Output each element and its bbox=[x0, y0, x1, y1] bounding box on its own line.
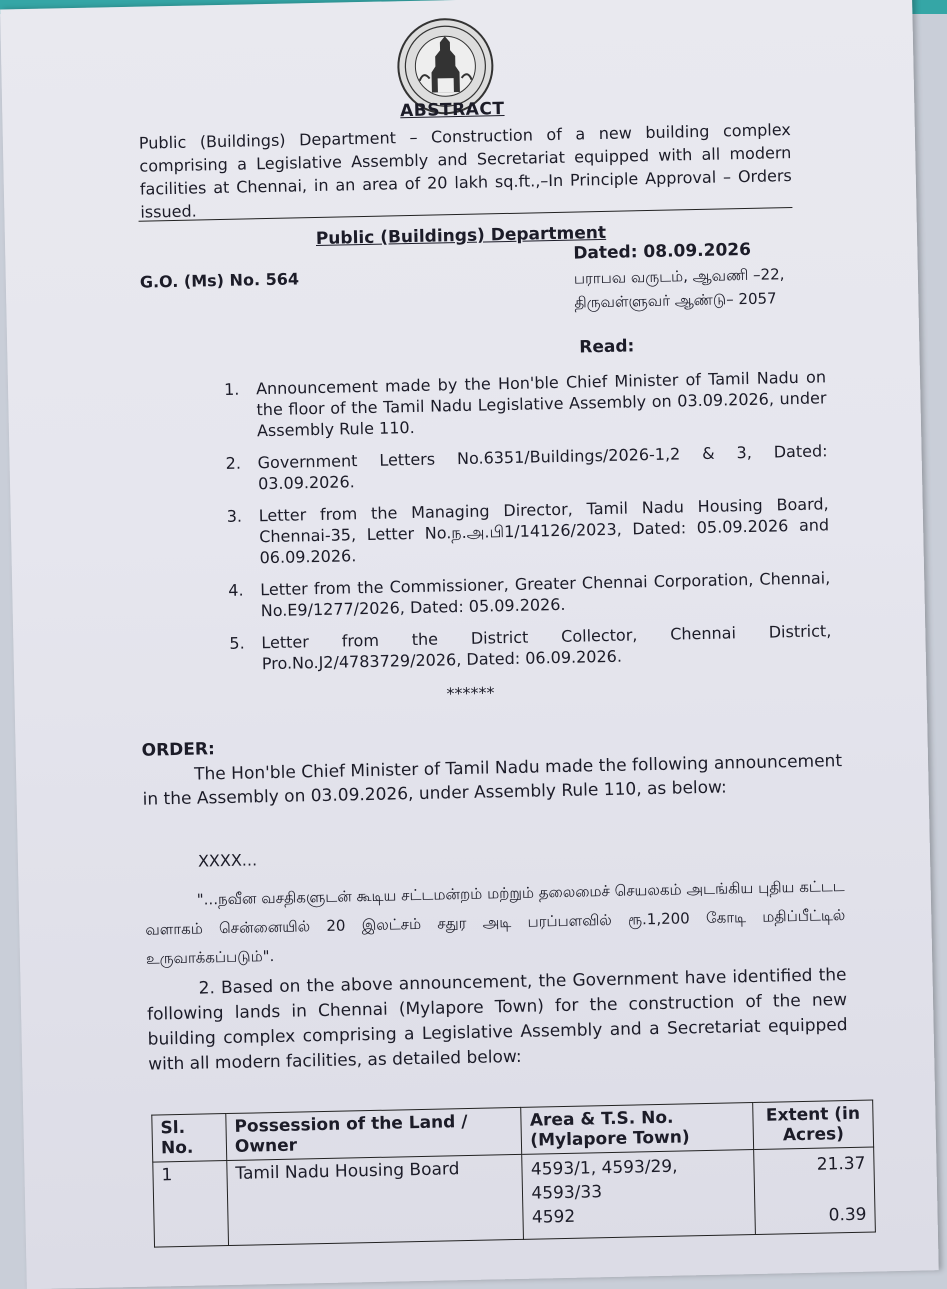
cell-area bbox=[522, 1150, 755, 1240]
dated-line: Dated: 08.09.2026 bbox=[573, 239, 752, 264]
tamil-quote: "...நவீன வசதிகளுடன் கூடிய சட்டமன்றம் மற்றும் தலைமைச் செயலகம் அடங்கிய புதிய கட்டட வளாகம் சென்னையில் 20 இலட்சம் சதுர அடி பரப்பளவில் ரூ.1,200 கோடி மதிப்பீட்டில் உருவாக்கப்படும்". bbox=[145, 877, 846, 968]
omission-marker: XXXX... bbox=[197, 850, 258, 871]
reference-number: 1. bbox=[223, 379, 240, 399]
order-paragraph-1: The Hon'ble Chief Minister of Tamil Nadu made the following announcement in the Assembly on 03.09.2026, under Assembly Rule 110, as below: bbox=[142, 751, 843, 810]
read-heading: Read: bbox=[579, 336, 635, 358]
reference-item bbox=[228, 567, 831, 622]
cell-owner: Tamil Nadu Housing Board bbox=[227, 1154, 524, 1245]
area-line: 4593/33 bbox=[531, 1182, 603, 1204]
tamil-date-line1: பராபவ வருடம், ஆவணி –22, bbox=[573, 265, 785, 288]
order-paragraph-2: 2. Based on the above announcement, the Government have identified the following lands in Chennai (Mylapore Town) for the construction of the new building complex comprising a Legislative Assembly and a Secretariat equipped with all modern facilities, as detailed below: bbox=[146, 965, 848, 1075]
order-heading: ORDER: bbox=[141, 739, 216, 761]
abstract-body: Public (Buildings) Department – Construction of a new building complex comprising a Legislative Assembly and Secretariat equipped with all modern facilities at Chennai, in an area of 20 lakh sq.ft.,–In Principle Approval – Orders issued. bbox=[138, 120, 792, 222]
reference-number: 4. bbox=[228, 580, 244, 600]
department-heading: Public (Buildings) Department bbox=[315, 222, 607, 249]
tamil-date-line2: திருவள்ளுவர் ஆண்டு– 2057 bbox=[574, 289, 777, 312]
header-owner: Possession of the Land / Owner bbox=[226, 1107, 522, 1160]
extent-value: 21.37 bbox=[816, 1153, 866, 1175]
reference-number: 3. bbox=[226, 506, 243, 526]
reference-number: 2. bbox=[225, 453, 242, 473]
abstract-heading: ABSTRACT bbox=[399, 99, 505, 122]
reference-item bbox=[227, 493, 830, 569]
reference-text: Letter from the Managing Director, Tamil Nadu Housing Board, Chennai-35, Letter No.ந.அ.பி1/14126/2023, Dated: 05.09.2026 and 06.09.2026. bbox=[258, 494, 830, 568]
reference-text: Announcement made by the Hon'ble Chief Minister of Tamil Nadu on the floor of the Tamil Nadu Legislative Assembly on 03.09.2026, under Assembly Rule 110. bbox=[255, 367, 827, 441]
land-details-table bbox=[151, 1100, 876, 1248]
cell-sl-no: 1 bbox=[153, 1161, 229, 1248]
area-line: 4592 bbox=[531, 1206, 576, 1228]
header-area: Area & T.S. No. (Mylapore Town) bbox=[521, 1103, 754, 1155]
area-line: 4593/1, 4593/29, bbox=[530, 1156, 678, 1180]
reference-text: Government Letters No.6351/Buildings/2026-1,2 & 3, Dated: 03.09.2026. bbox=[257, 441, 828, 494]
cell-extent bbox=[754, 1147, 876, 1234]
table-row bbox=[153, 1147, 876, 1247]
header-extent: Extent (in Acres) bbox=[753, 1100, 874, 1150]
reference-text: Letter from the Commissioner, Greater Chennai Corporation, Chennai, No.E9/1277/2026, Dated: 05.09.2026. bbox=[260, 568, 831, 621]
reference-list bbox=[224, 366, 832, 686]
extent-value: 0.39 bbox=[828, 1204, 867, 1226]
reference-number: 5. bbox=[229, 633, 245, 653]
reference-item bbox=[224, 366, 827, 442]
reference-item bbox=[225, 440, 828, 495]
reference-text: Letter from the District Collector, Chennai District, Pro.No.J2/4783729/2026, Dated: 06.09.2026. bbox=[261, 621, 832, 674]
header-sl-no: Sl. No. bbox=[152, 1114, 227, 1163]
go-number: G.O. (Ms) No. 564 bbox=[139, 269, 300, 292]
separator-stars: ****** bbox=[446, 683, 495, 704]
reference-item bbox=[229, 620, 832, 675]
